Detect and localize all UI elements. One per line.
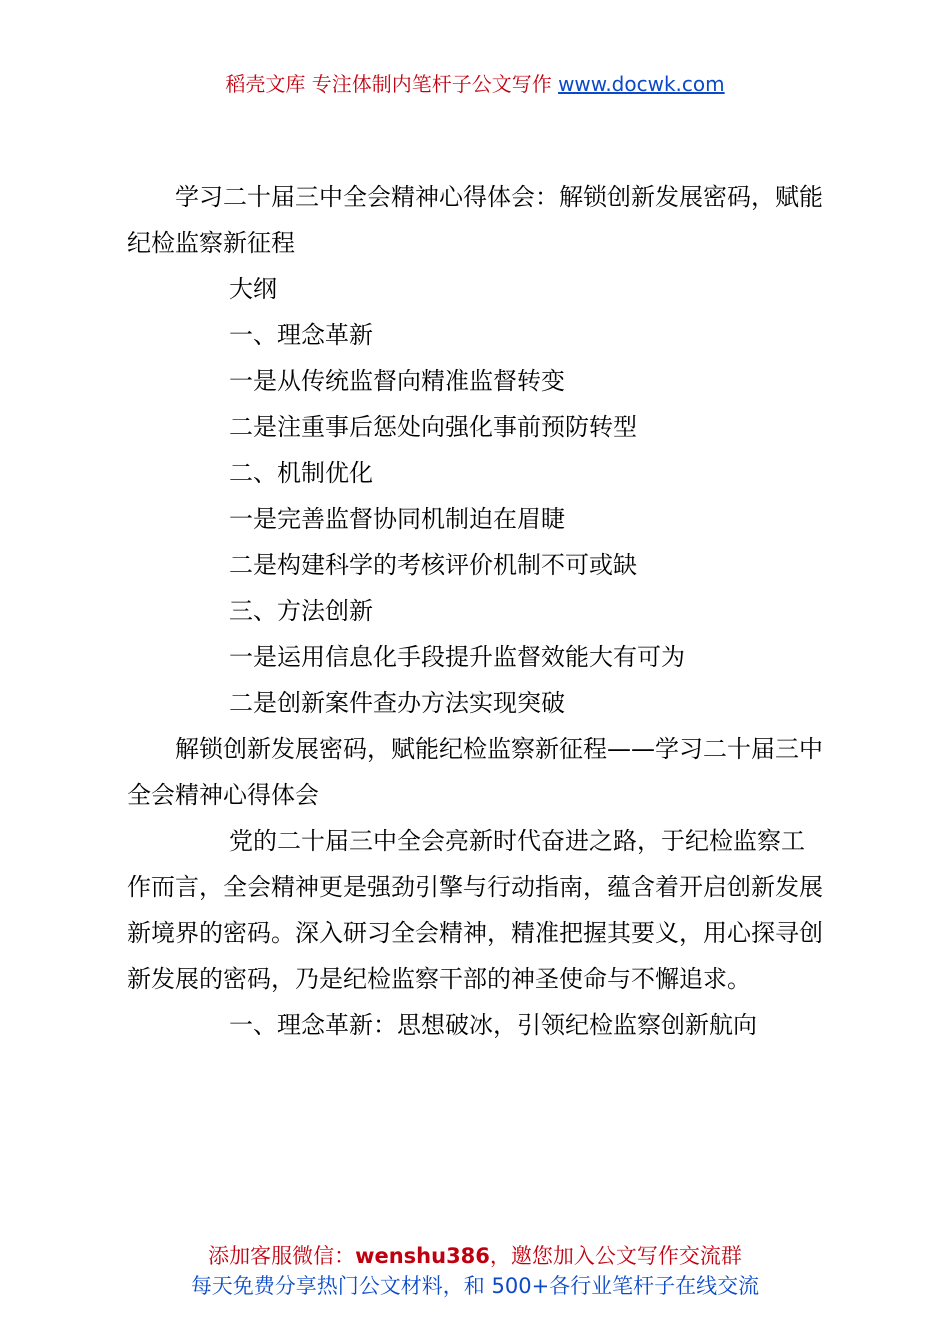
outline-item: 二是构建科学的考核评价机制不可或缺 — [229, 551, 637, 579]
outline-item: 二是注重事后惩处向强化事前预防转型 — [229, 413, 637, 441]
document-subtitle: 解锁创新发展密码，赋能纪检监察新征程——学习二十届三中全会精神心得体会 — [127, 735, 823, 809]
watermark-header — [0, 71, 950, 97]
outline-item: 一、理念革新 — [229, 321, 373, 349]
document-body — [127, 174, 827, 1048]
promo-footer — [0, 1241, 950, 1301]
footer-wechat-prefix: 添加客服微信： — [208, 1244, 356, 1268]
outline-item: 二是创新案件查办方法实现突破 — [229, 689, 565, 717]
outline-item: 一是完善监督协同机制迫在眉睫 — [229, 505, 565, 533]
footer-wechat-id: wenshu386 — [355, 1244, 490, 1268]
outline-item: 二、机制优化 — [229, 459, 373, 487]
header-url-link[interactable]: www.docwk.com — [558, 72, 725, 96]
footer-line-1 — [0, 1241, 950, 1271]
outline-item: 一是运用信息化手段提升监督效能大有可为 — [229, 643, 685, 671]
section-heading: 一、理念革新：思想破冰，引领纪检监察创新航向 — [229, 1011, 757, 1039]
footer-line-2: 每天免费分享热门公文材料，和 500+各行业笔杆子在线交流 — [190, 1274, 760, 1298]
intro-paragraph: 党的二十届三中全会亮新时代奋进之路，于纪检监察工作而言，全会精神更是强劲引擎与行动指南，蕴含着开启创新发展新境界的密码。深入研习全会精神，精准把握其要义，用心探寻创新发展的密码，乃是纪检监察干部的神圣使命与不懈追求。 — [127, 827, 823, 993]
outline-item: 一是从传统监督向精准监督转变 — [229, 367, 565, 395]
outline-label: 大纲 — [229, 275, 277, 303]
footer-wechat-suffix: ，邀您加入公文写作交流群 — [489, 1244, 742, 1268]
document-title: 学习二十届三中全会精神心得体会：解锁创新发展密码，赋能纪检监察新征程 — [127, 183, 823, 257]
header-site-text: 稻壳文库 专注体制内笔杆子公文写作 — [225, 72, 559, 96]
outline-item: 三、方法创新 — [229, 597, 373, 625]
